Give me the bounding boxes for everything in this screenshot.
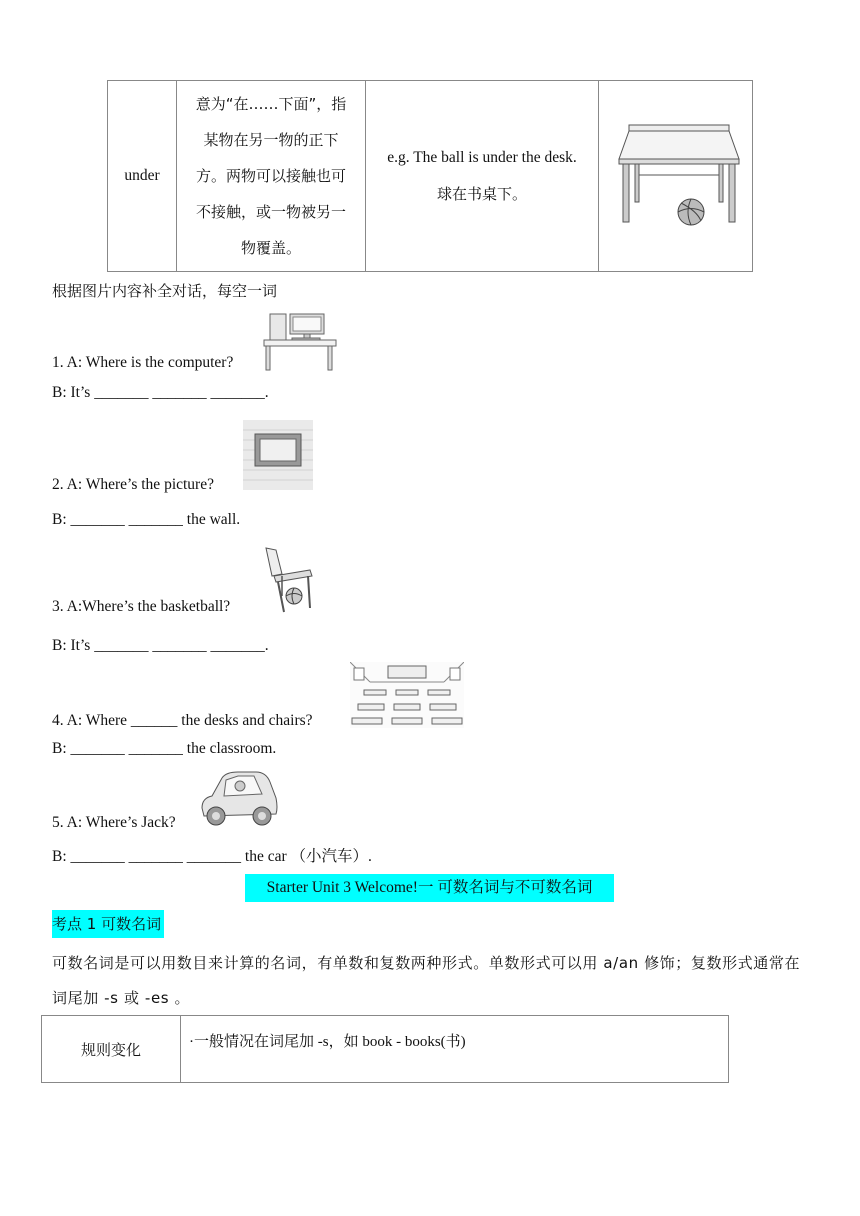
example-zh: 球在书桌下。 [436, 185, 527, 203]
car-icon [198, 768, 280, 830]
word-cell [108, 81, 177, 272]
instruction: 根据图片内容补全对话，每空一词 [52, 282, 278, 300]
answer-4: B: _______ _______ the classroom. [52, 740, 277, 757]
picture-on-wall-icon [243, 420, 313, 490]
table-with-ball-under-icon [611, 119, 741, 229]
word: under [124, 167, 160, 184]
question-1: 1. A: Where is the computer? [52, 354, 234, 371]
rule-table [41, 1015, 729, 1083]
meaning-text: 意为“在……下面”，指 某物在另一物的正下 方。两物可以接触也可 不接触，或一物被另一 物覆盖。 [195, 95, 347, 257]
classroom-icon [350, 662, 464, 728]
section-title: Starter Unit 3 Welcome!一 可数名词与不可数名词 [245, 874, 614, 902]
question-2: 2. A: Where’s the picture? [52, 476, 214, 493]
kaodian-heading: 考点 1 可数名词 [52, 910, 164, 938]
usage-table [107, 80, 753, 272]
computer-on-desk-icon [262, 310, 338, 372]
meaning-cell [177, 81, 366, 272]
paragraph: 可数名词是可以用数目来计算的名词，有单数和复数两种形式。单数形式可以用 a/an 修饰；复数形式通常在词尾加 -s 或 -es 。 [52, 954, 801, 1007]
chair-with-ball-icon [260, 546, 316, 614]
example-cell [366, 81, 599, 272]
example-en: e.g. The ball is under the desk. [387, 149, 577, 166]
question-3: 3. A:Where’s the basketball? [52, 598, 231, 615]
rule-label: 规则变化 [42, 1016, 181, 1083]
answer-5: B: _______ _______ _______ the car （小汽车）. [52, 848, 372, 865]
image-cell [599, 81, 753, 272]
question-4: 4. A: Where ______ the desks and chairs? [52, 712, 313, 729]
answer-1: B: It’s _______ _______ _______. [52, 384, 269, 401]
rule-content: ·一般情况在词尾加 -s，如 book - books(书) [181, 1016, 729, 1083]
answer-3: B: It’s _______ _______ _______. [52, 637, 269, 654]
question-5: 5. A: Where’s Jack? [52, 814, 176, 831]
answer-2: B: _______ _______ the wall. [52, 511, 241, 528]
